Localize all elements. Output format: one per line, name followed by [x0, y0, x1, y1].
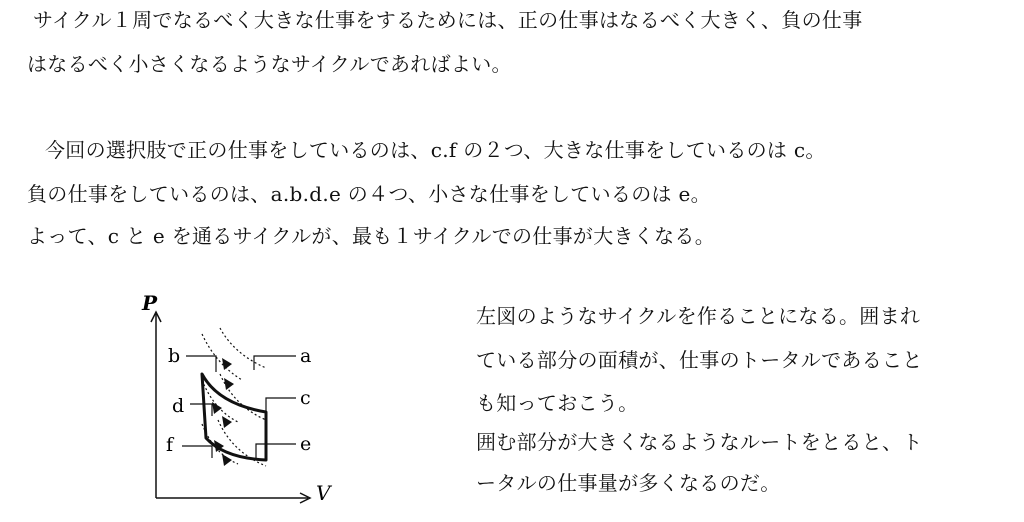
note-line-2: ている部分の面積が、仕事のトータルであること: [476, 348, 923, 372]
label-c: c: [300, 387, 311, 409]
arrow-icon: [224, 378, 234, 390]
note-line-5: ータルの仕事量が多くなるのだ。: [476, 471, 781, 495]
note-line-4: 囲む部分が大きくなるようなルートをとると、ト: [476, 430, 923, 454]
arrow-icon: [212, 402, 222, 414]
arrow-icon: [222, 416, 232, 428]
label-d: d: [172, 395, 185, 417]
leader-d: [190, 404, 212, 416]
leader-b: [186, 356, 216, 372]
intro-line-1: サイクル１周でなるべく大きな仕事をするためには、正の仕事はなるべく大きく、負の仕事: [33, 8, 863, 32]
arrow-icon: [222, 358, 232, 370]
arrow-icon: [222, 454, 232, 466]
y-axis-label: P: [142, 291, 158, 315]
pv-cycle-diagram: [130, 288, 360, 510]
analysis-line-2: 負の仕事をしているのは、a.b.d.e の４つ、小さな仕事をしているのは e。: [27, 182, 711, 206]
label-e: e: [300, 433, 312, 455]
label-f: f: [166, 434, 174, 456]
analysis-line-3: よって、c と e を通るサイクルが、最も１サイクルでの仕事が大きくなる。: [27, 224, 716, 248]
leader-e: [256, 444, 296, 458]
x-axis-label: V: [316, 481, 331, 505]
leader-a: [254, 356, 296, 370]
intro-line-2: はなるべく小さくなるようなサイクルであればよい。: [27, 52, 512, 76]
leader-c: [266, 398, 296, 412]
analysis-line-1: 今回の選択肢で正の仕事をしているのは、c.f の２つ、大きな仕事をしているのは c。: [45, 138, 826, 162]
label-b: b: [168, 345, 181, 367]
leader-f: [182, 446, 212, 458]
note-line-1: 左図のようなサイクルを作ることになる。囲まれ: [476, 304, 921, 328]
label-a: a: [300, 345, 312, 367]
curve-b: [202, 334, 242, 380]
note-line-3: も知っておこう。: [476, 391, 639, 415]
